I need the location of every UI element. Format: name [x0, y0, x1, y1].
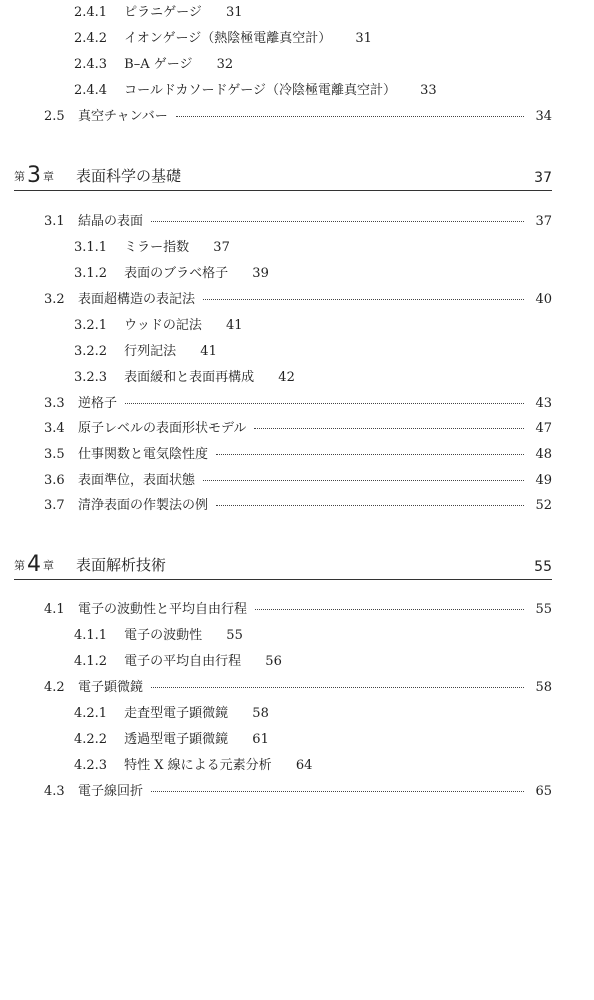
section-number: 3.7	[44, 498, 65, 513]
section-title: 逆格子	[78, 396, 118, 411]
chapter-label	[14, 554, 54, 576]
section-title: 仕事関数と電気陰性度	[78, 447, 209, 462]
dot-leader	[203, 298, 524, 300]
subsection-number: 2.4.3	[74, 57, 108, 72]
section-number: 3.1	[44, 214, 65, 229]
section-number: 3.2	[44, 292, 65, 307]
subsection-number: 2.4.2	[74, 31, 108, 46]
toc-subsection[interactable]	[74, 654, 282, 670]
subsection-number: 4.1.2	[74, 654, 108, 669]
chapter-prefix: 第	[14, 559, 25, 572]
toc-section[interactable]	[44, 602, 552, 618]
subsection-title: ピラニゲージ	[124, 5, 202, 20]
chapter-label	[14, 165, 54, 187]
dot-leader	[254, 427, 524, 429]
toc-section[interactable]	[44, 109, 552, 125]
section-page: 37	[535, 214, 552, 229]
toc-subsection[interactable]	[74, 344, 217, 360]
section-number: 3.3	[44, 396, 65, 411]
subsection-page: 55	[226, 628, 243, 643]
section-page: 65	[535, 784, 552, 799]
subsection-page: 56	[265, 654, 282, 669]
toc-section[interactable]	[44, 292, 552, 308]
section-title: 真空チャンバー	[78, 109, 168, 124]
section-page: 49	[535, 473, 552, 488]
dot-leader	[176, 115, 524, 117]
toc-subsection[interactable]	[74, 318, 243, 334]
subsection-page: 58	[252, 706, 269, 721]
dot-leader	[151, 686, 524, 688]
dot-leader	[203, 479, 524, 481]
section-title: 表面超構造の表記法	[78, 292, 196, 307]
toc-subsection[interactable]	[74, 240, 230, 256]
section-title: 原子レベルの表面形状モデル	[78, 421, 247, 436]
toc-subsection[interactable]	[74, 266, 269, 282]
toc-section[interactable]	[44, 396, 552, 412]
subsection-title: ウッドの記法	[124, 318, 202, 333]
toc-section[interactable]	[44, 214, 552, 230]
subsection-page: 61	[252, 732, 269, 747]
section-number: 3.6	[44, 473, 65, 488]
dot-leader	[125, 402, 524, 404]
chapter-number: 4	[27, 552, 41, 577]
subsection-number: 4.2.1	[74, 706, 108, 721]
section-page: 48	[535, 447, 552, 462]
subsection-page: 31	[355, 31, 372, 46]
section-page: 47	[535, 421, 552, 436]
section-page: 58	[535, 680, 552, 695]
section-number: 4.2	[44, 680, 65, 695]
chapter-title: 表面解析技術	[76, 556, 167, 574]
section-title: 電子線回折	[78, 784, 144, 799]
subsection-title: 特性 X 線による元素分析	[124, 758, 272, 773]
subsection-number: 4.2.3	[74, 758, 108, 773]
chapter-page: 37	[534, 170, 552, 186]
subsection-title: 透過型電子顕微鏡	[124, 732, 229, 747]
subsection-page: 64	[295, 758, 313, 773]
toc-subsection[interactable]	[74, 732, 269, 748]
section-number: 4.3	[44, 784, 65, 799]
chapter-suffix: 章	[43, 170, 54, 183]
subsection-title: コールドカソードゲージ（冷陰極電離真空計）	[124, 83, 396, 98]
toc-section[interactable]	[44, 680, 552, 696]
dot-leader	[151, 220, 524, 222]
subsection-number: 4.1.1	[74, 628, 108, 643]
toc-subsection[interactable]	[74, 706, 269, 722]
toc-subsection[interactable]	[74, 758, 312, 774]
toc-subsection[interactable]	[74, 370, 295, 386]
subsection-page: 33	[420, 83, 437, 98]
section-number: 4.1	[44, 602, 65, 617]
section-number: 2.5	[44, 109, 65, 124]
subsection-title: ミラー指数	[124, 240, 190, 255]
section-title: 清浄表面の作製法の例	[78, 498, 209, 513]
section-number: 3.5	[44, 447, 65, 462]
subsection-page: 32	[216, 57, 234, 72]
section-number: 3.4	[44, 421, 65, 436]
subsection-number: 3.2.1	[74, 318, 108, 333]
chapter-heading[interactable]	[14, 553, 552, 580]
subsection-number: 4.2.2	[74, 732, 108, 747]
section-title: 電子の波動性と平均自由行程	[78, 602, 248, 617]
chapter-number: 3	[27, 163, 41, 188]
section-title: 電子顕微鏡	[78, 680, 144, 695]
toc-section[interactable]	[44, 421, 552, 437]
subsection-page: 42	[278, 370, 295, 385]
section-title: 表面準位，表面状態	[78, 473, 196, 488]
subsection-number: 2.4.4	[74, 83, 108, 98]
toc-section[interactable]	[44, 447, 552, 463]
section-page: 34	[535, 109, 552, 124]
toc-subsection[interactable]	[74, 83, 437, 99]
dot-leader	[216, 453, 524, 455]
toc-section[interactable]	[44, 473, 552, 489]
subsection-page: 37	[213, 240, 230, 255]
toc-section[interactable]	[44, 784, 552, 800]
chapter-title: 表面科学の基礎	[76, 167, 182, 185]
chapter-heading[interactable]	[14, 164, 552, 191]
subsection-title: イオンゲージ（熱陰極電離真空計）	[124, 31, 332, 46]
subsection-number: 3.1.1	[74, 240, 108, 255]
subsection-page: 41	[226, 318, 243, 333]
section-page: 55	[535, 602, 552, 617]
toc-subsection[interactable]	[74, 5, 243, 21]
dot-leader	[151, 790, 524, 792]
toc-section[interactable]	[44, 498, 552, 514]
subsection-title: 表面のブラベ格子	[124, 266, 229, 281]
chapter-suffix: 章	[43, 559, 54, 572]
subsection-title: 行列記法	[124, 344, 177, 359]
subsection-page: 31	[226, 5, 243, 20]
toc-subsection[interactable]	[74, 57, 233, 73]
section-page: 52	[535, 498, 552, 513]
subsection-title: 電子の平均自由行程	[124, 654, 242, 669]
toc-subsection[interactable]	[74, 31, 372, 47]
subsection-title: 表面緩和と表面再構成	[124, 370, 255, 385]
section-page: 43	[535, 396, 552, 411]
toc-subsection[interactable]	[74, 628, 243, 644]
section-page: 40	[535, 292, 552, 307]
subsection-page: 41	[200, 344, 217, 359]
subsection-title: 走査型電子顕微鏡	[124, 706, 229, 721]
subsection-page: 39	[252, 266, 269, 281]
section-title: 結晶の表面	[78, 214, 144, 229]
subsection-number: 3.2.3	[74, 370, 108, 385]
dot-leader	[255, 608, 524, 610]
subsection-number: 3.1.2	[74, 266, 108, 281]
chapter-prefix: 第	[14, 170, 25, 183]
dot-leader	[216, 504, 524, 506]
subsection-number: 2.4.1	[74, 5, 108, 20]
subsection-title: B–A ゲージ	[124, 57, 193, 72]
chapter-page: 55	[534, 559, 552, 575]
subsection-number: 3.2.2	[74, 344, 108, 359]
subsection-title: 電子の波動性	[124, 628, 203, 643]
